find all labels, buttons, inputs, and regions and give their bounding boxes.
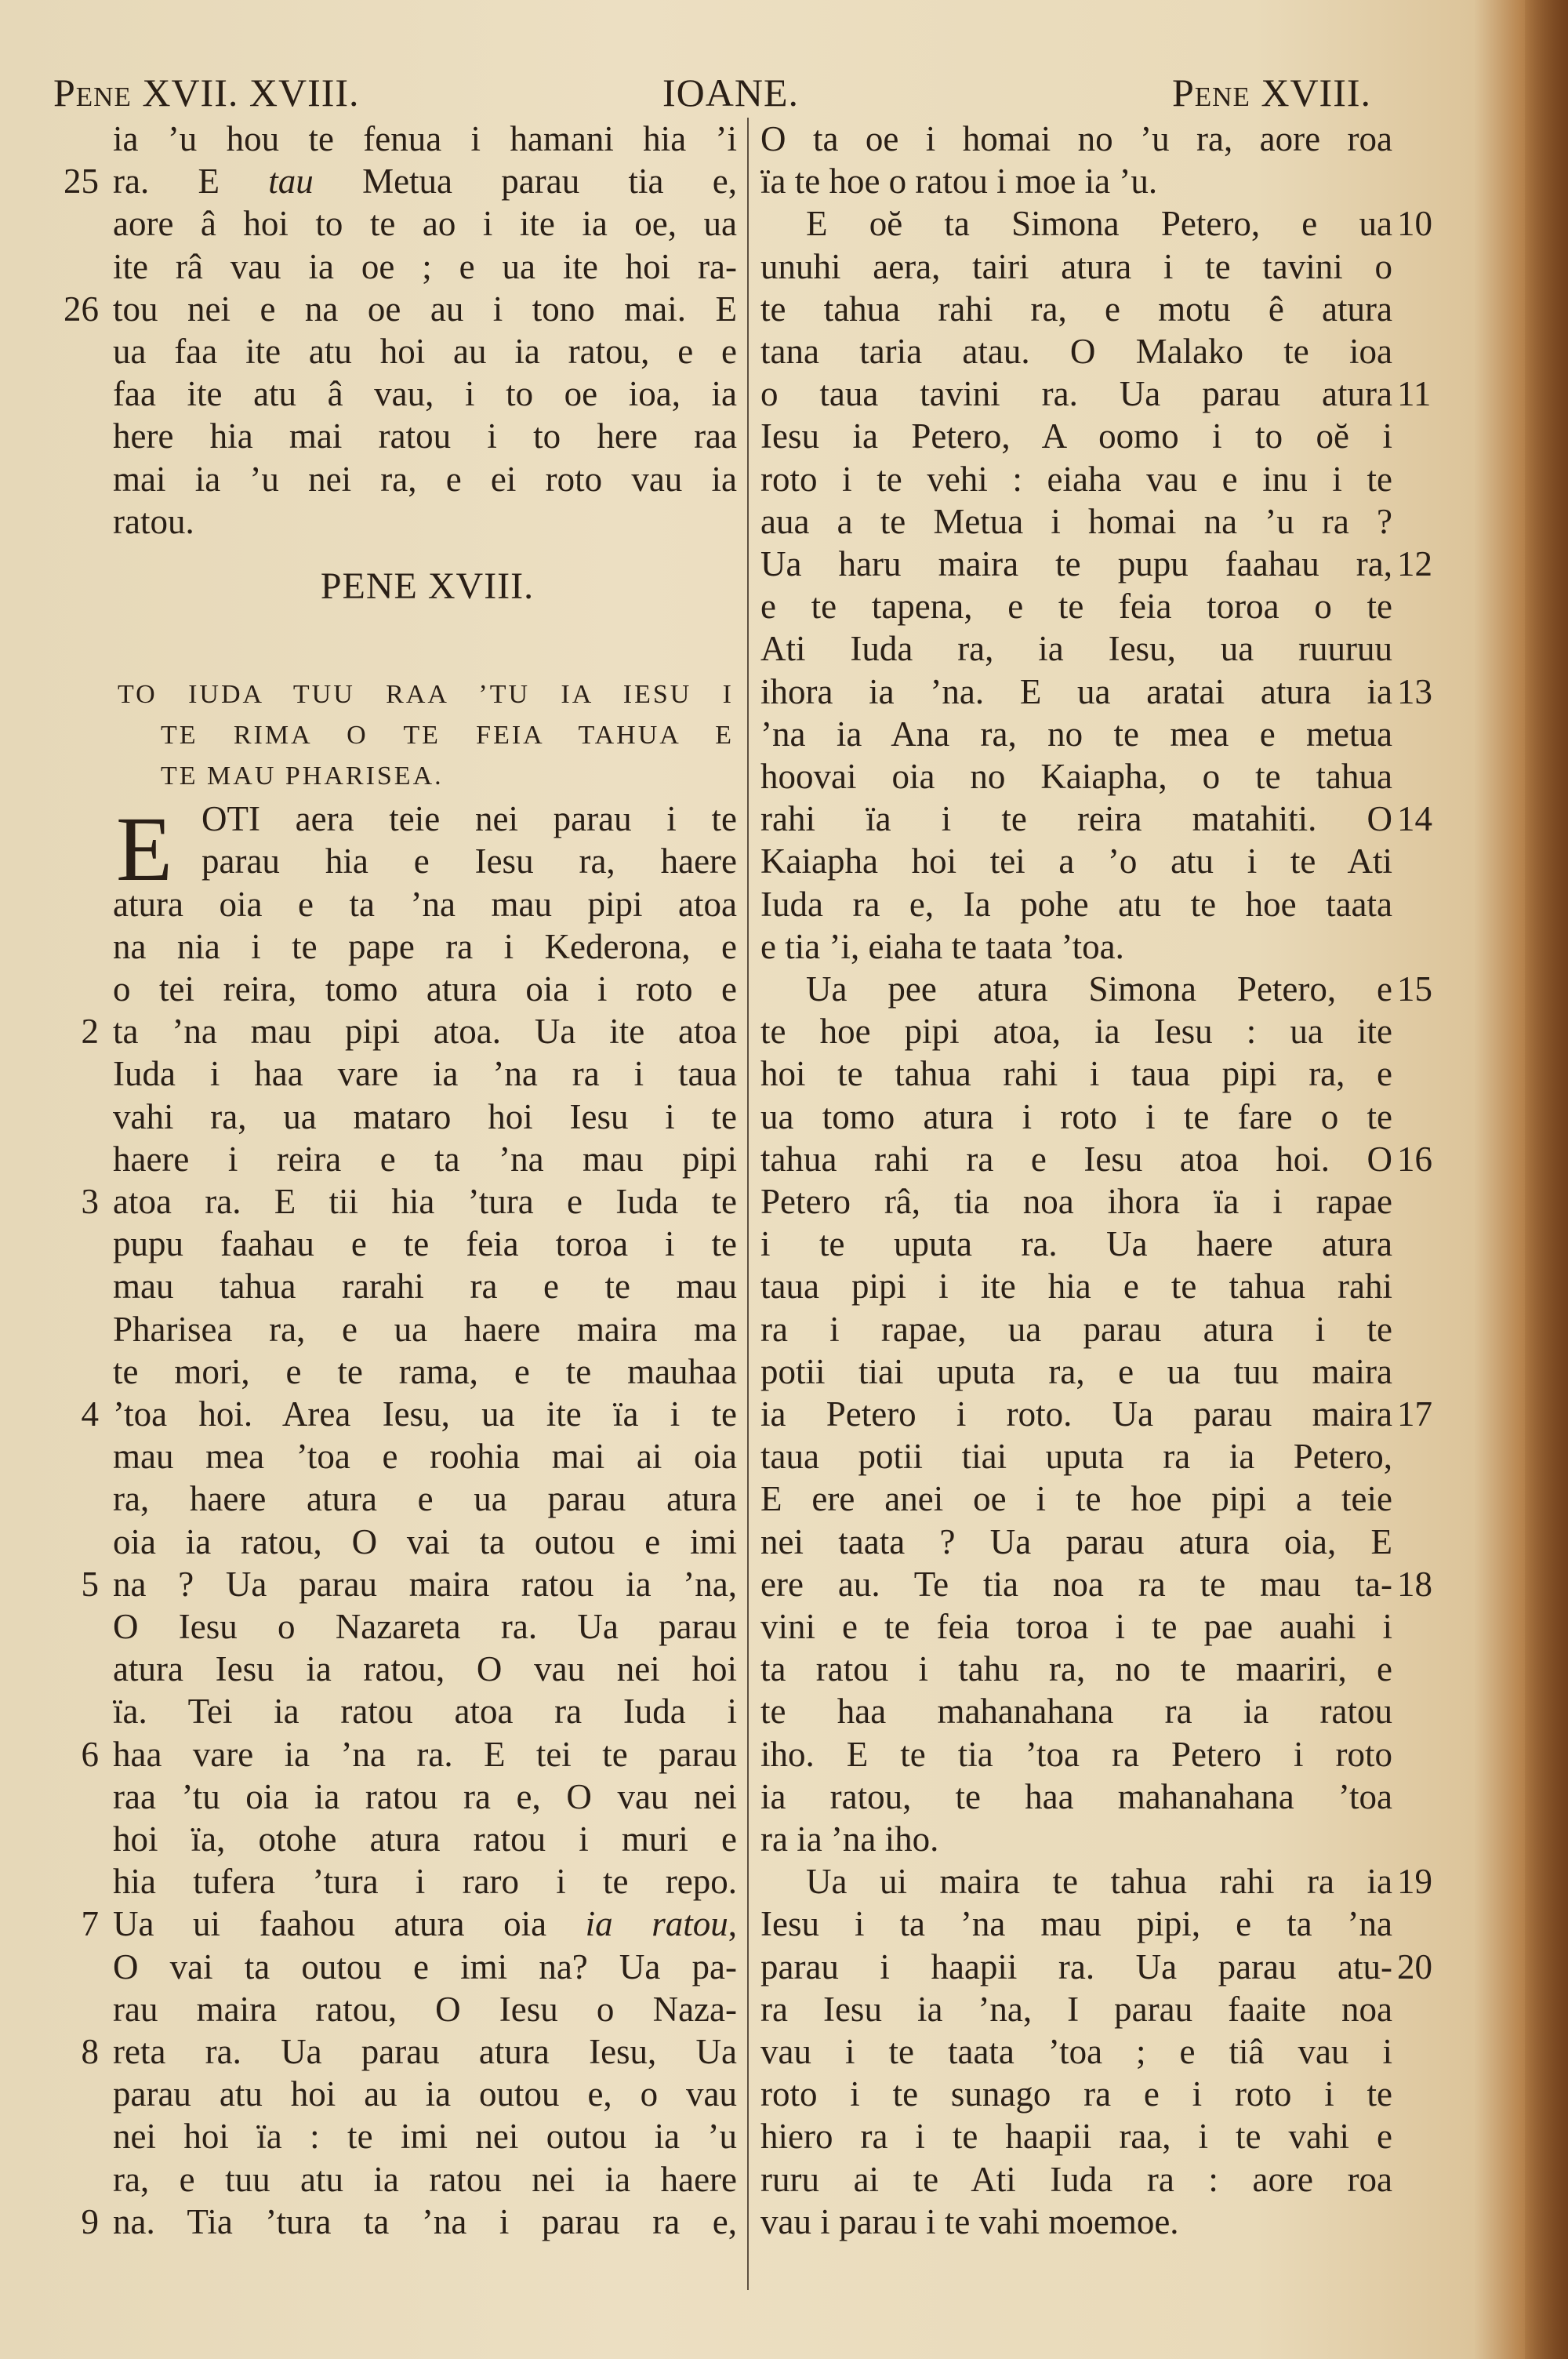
text-line [113,1563,737,1605]
line-text: ite râ vau ia oe ; e ua ite hoi ra- [113,246,737,286]
text-line [760,2158,1392,2201]
text-line [760,840,1392,882]
text-line [760,2030,1392,2073]
line-text: na. Tia ’tura ta ’na i parau ra e, [113,2201,737,2241]
text-line [113,373,737,415]
verse-number: 11 [1397,374,1432,414]
line-text: te tahua rahi ra, e motu ê atura [760,289,1392,329]
line-text: te haa mahanahana ra ia ratou [760,1692,1392,1732]
line-text: tana taria atau. O Malako te ioa [760,332,1392,371]
line-text: O ta oe i homai no ’u ra, aore roa [760,119,1392,158]
text-line [806,968,1392,1010]
line-text: here hia mai ratou i to here raa [113,416,737,456]
line-text: iho. E te tia ’toa ra Petero i roto [760,1734,1392,1774]
line-text: Iesu i ta ’na mau pipi, e ta ’na [760,1904,1392,1944]
text-line [760,1223,1392,1265]
text-line [760,1435,1392,1478]
text-line [760,1521,1392,1563]
text-line [760,245,1392,288]
line-text: Kaiapha hoi tei a ’o atu i te Ati [760,841,1392,881]
text-line [760,755,1392,798]
line-text: aua a te Metua i homai na ’u ra ? [760,501,1392,541]
italic-text: ia ratou [585,1904,728,1944]
text-line [760,1308,1392,1350]
line-text: rahi ïa i te reira matahiti. O [760,799,1392,839]
text-line [760,925,1392,968]
line-text: ia ratou, te haa mahanahana ’toa [760,1776,1392,1816]
verse-number: 25 [64,162,99,202]
line-text: parau atu hoi au ia outou e, o vau [113,2074,737,2114]
line-text: ra, e tuu atu ia ratou nei ia haere [113,2159,737,2199]
line-text: atura oia e ta ’na mau pipi atoa [113,884,737,924]
line-text: mau tahua rarahi ra e te mau [113,1267,737,1307]
line-text: e te tapena, e te feia toroa o te [760,587,1392,627]
text-line [760,671,1392,713]
text-line [113,1818,737,1860]
line-text: ra, haere atura e ua parau atura [113,1479,737,1519]
line-text: ruru ai te Ati Iuda ra : aore roa [760,2159,1392,2199]
line-text: ta ’na mau pipi atoa. Ua ite atoa [113,1012,737,1052]
text-line [760,415,1392,457]
verse-number: 18 [1397,1564,1432,1604]
column-divider [747,118,749,2290]
running-header-right [1172,69,1371,116]
header-left-chapters: XVII. XVIII. [131,71,360,114]
chapter-summary-line: TE RIMA O TE FEIA TAHUA E [161,721,734,750]
line-text: o tei reira, tomo atura oia i roto e [113,969,737,1009]
text-line [760,500,1392,543]
text-line [113,2201,737,2243]
chapter-summary-line: TO IUDA TUU RAA ’TU IA IESU I [118,680,734,709]
verse-number: 16 [1397,1139,1432,1179]
verse-number: 7 [81,1904,99,1944]
line-text: ra i rapae, ua parau atura i te [760,1309,1392,1349]
text-line [760,1265,1392,1307]
line-text: ’toa hoi. Area Iesu, ua ite ïa i te [113,1394,737,1434]
line-text: ia Petero i roto. Ua parau maira [760,1394,1392,1434]
text-line [760,1350,1392,1393]
line-text: Ua ui maira te tahua rahi ra ia [806,1862,1392,1902]
line-text: Iesu ia Petero, A oomo i to oĕ i [760,416,1392,456]
drop-cap: E [116,798,173,900]
next-page-edge [1525,0,1568,2359]
text-line [760,1052,1392,1095]
text-line [760,1818,1392,1860]
text-line [113,1052,737,1095]
line-text: tahua rahi ra e Iesu atoa hoi. O [760,1139,1392,1179]
line-text: , [728,1904,737,1944]
text-line [760,1776,1392,1818]
italic-text: tau [268,162,314,202]
text-line [113,1648,737,1690]
chapter-title: PENE XVIII. [320,565,535,607]
line-text: roto i te sunago ra e i roto i te [760,2074,1392,2114]
line-text: ere au. Te tia noa ra te mau ta- [760,1564,1392,1604]
text-line [760,1903,1392,1945]
line-text: ra. E [113,162,269,202]
line-text: hoovai oia no Kaiapha, o te tahua [760,757,1392,796]
line-text: roto i te vehi : eiaha vau e inu i te [760,459,1392,499]
text-line [113,1478,737,1520]
text-line [113,1903,737,1945]
line-text: te hoe pipi atoa, ia Iesu : ua ite [760,1012,1392,1052]
line-text: ra Iesu ia ’na, I parau faaite noa [760,1989,1392,2029]
line-text: haa vare ia ’na ra. E tei te parau [113,1734,737,1774]
text-line [113,1265,737,1307]
text-line [113,202,737,245]
line-text: potii tiai uputa ra, e ua tuu maira [760,1351,1392,1391]
line-text: E ere anei oe i te hoe pipi a teie [760,1479,1392,1519]
text-line [113,1946,737,1988]
text-line [113,1180,737,1223]
text-line [113,118,737,160]
text-line [113,883,737,925]
text-line [113,1096,737,1138]
line-text: vahi ra, ua mataro hoi Iesu i te [113,1096,737,1136]
text-line [113,2115,737,2157]
verse-number: 4 [81,1394,99,1434]
text-line [760,2201,1392,2243]
line-text: mau mea ’toa e roohia mai ai oia [113,1437,737,1477]
line-text: haere i reira e ta ’na mau pipi [113,1139,737,1179]
text-line [113,2073,737,2115]
line-text: hoi ïa, otohe atura ratou i muri e [113,1819,737,1859]
verse-number: 14 [1397,799,1432,839]
line-text: Ati Iuda ra, ia Iesu, ua ruuruu [760,629,1392,669]
text-line [760,543,1392,585]
line-text: hiero ra i te haapii raa, i te vahi e [760,2117,1392,2157]
text-line [760,1010,1392,1052]
line-text: i te uputa ra. Ua haere atura [760,1224,1392,1264]
text-line [113,1393,737,1435]
line-text: OTI aera teie nei parau i te [201,799,737,839]
text-line [760,330,1392,373]
text-line [113,1350,737,1393]
text-line [760,1180,1392,1223]
text-line [760,1096,1392,1138]
line-text: oia ia ratou, O vai ta outou e imi [113,1521,737,1561]
line-text: na ? Ua parau maira ratou ia ’na, [113,1564,737,1604]
line-text: ratou. [113,501,194,541]
text-line [760,1648,1392,1690]
verse-number: 10 [1397,204,1432,244]
text-line [113,1605,737,1648]
line-text: vau i parau i te vahi moemoe. [760,2201,1179,2241]
text-line [760,883,1392,925]
line-text: vau i te taata ’toa ; e tiâ vau i [760,2032,1392,2071]
text-line [760,1478,1392,1520]
text-line [760,118,1392,160]
text-line [760,1988,1392,2030]
line-text: parau i haapii ra. Ua parau atu- [760,1946,1392,1986]
text-line [113,1690,737,1732]
verse-number: 2 [81,1012,99,1052]
header-right-chapter: XVIII. [1250,71,1372,114]
verse-number: 19 [1397,1862,1432,1902]
line-text: ra ia ’na iho. [760,1819,939,1859]
chapter-summary-line: TE MAU PHARISEA. [161,761,444,791]
line-text: O vai ta outou e imi na? Ua pa- [113,1946,737,1986]
line-text: parau hia e Iesu ra, haere [201,841,737,881]
line-text: ua tomo atura i roto i te fare o te [760,1096,1392,1136]
text-line [113,160,737,202]
text-line [760,1690,1392,1732]
header-right-label: Pene [1172,71,1250,114]
header-left-label: Pene [53,71,132,114]
text-line [113,1988,737,2030]
text-line [113,925,737,968]
text-line [113,245,737,288]
line-text: nei hoi ïa : te imi nei outou ia ’u [113,2117,737,2157]
verse-number: 3 [81,1182,99,1221]
line-text: o taua tavini ra. Ua parau atura [760,374,1392,414]
line-text: O Iesu o Nazareta ra. Ua parau [113,1607,737,1646]
line-text: Iuda i haa vare ia ’na ra i taua [113,1054,737,1094]
text-line [113,1435,737,1478]
text-line [760,798,1392,840]
line-text: ta ratou i tahu ra, no te maariri, e [760,1649,1392,1689]
verse-number: 20 [1397,1946,1432,1986]
verse-number: 26 [64,289,99,329]
line-text: taua potii tiai uputa ra ia Petero, [760,1437,1392,1477]
text-line [113,2158,737,2201]
line-text: Ua ui faahou atura oia [113,1904,586,1944]
line-text: mai ia ’u nei ra, e ei roto vau ia [113,459,737,499]
text-line [113,1860,737,1903]
text-line [201,798,737,840]
text-line [760,1138,1392,1180]
text-line [113,1308,737,1350]
text-line [113,1733,737,1776]
line-text: unuhi aera, tairi atura i te tavini o [760,246,1392,286]
verse-number: 17 [1397,1394,1432,1434]
verse-number: 6 [81,1734,99,1774]
verse-number: 12 [1397,544,1432,583]
line-text: atura Iesu ia ratou, O vau nei hoi [113,1649,737,1689]
line-text: ïa. Tei ia ratou atoa ra Iuda i [113,1692,737,1732]
line-text: E oĕ ta Simona Petero, e ua [806,204,1392,244]
text-line [113,1776,737,1818]
text-line [113,458,737,500]
line-text: Pharisea ra, e ua haere maira ma [113,1309,737,1349]
text-line [113,330,737,373]
text-line [760,1733,1392,1776]
line-text: Iuda ra e, Ia pohe atu te hoe taata [760,884,1392,924]
text-line [760,288,1392,330]
verse-number: 8 [81,2032,99,2071]
text-line [113,1010,737,1052]
text-line [760,373,1392,415]
line-text: Ua haru maira te pupu faahau ra, [760,544,1392,583]
text-line [113,288,737,330]
line-text: Petero râ, tia noa ihora ïa i rapae [760,1182,1392,1221]
text-line [113,2030,737,2073]
line-text: hia tufera ’tura i raro i te repo. [113,1862,737,1902]
running-header-left [53,69,360,116]
text-line [760,713,1392,755]
line-text: vini e te feia toroa i te pae auahi i [760,1607,1392,1646]
line-text: ’na ia Ana ra, no te mea e metua [760,714,1392,754]
line-text: atoa ra. E tii hia ’tura e Iuda te [113,1182,737,1221]
verse-number: 15 [1397,969,1432,1009]
line-text: aore â hoi to te ao i ite ia oe, ua [113,204,737,244]
text-line [113,1223,737,1265]
text-line [806,202,1392,245]
text-line [806,1860,1392,1903]
text-line [201,840,737,882]
line-text: e tia ’i, eiaha te taata ’toa. [760,926,1124,966]
line-text: hoi te tahua rahi i taua pipi ra, e [760,1054,1392,1094]
line-text: Metua parau tia e, [313,162,737,202]
line-text: ihora ia ’na. E ua aratai atura ia [760,671,1392,711]
text-line [760,1393,1392,1435]
text-line [760,1563,1392,1605]
line-text: na nia i te pape ra i Kederona, e [113,926,737,966]
line-text: raa ’tu oia ia ratou ra e, O vau nei [113,1776,737,1816]
text-line [113,415,737,457]
line-text: faa ite atu â vau, i to oe ioa, ia [113,374,737,414]
line-text: te mori, e te rama, e te mauhaa [113,1351,737,1391]
verse-number: 5 [81,1564,99,1604]
line-text: ua faa ite atu hoi au ia ratou, e e [113,332,737,371]
line-text: nei taata ? Ua parau atura oia, E [760,1521,1392,1561]
text-line [760,1946,1392,1988]
line-text: pupu faahau e te feia toroa i te [113,1224,737,1264]
text-line [760,627,1392,670]
text-line [760,1605,1392,1648]
line-text: Ua pee atura Simona Petero, e [806,969,1392,1009]
line-text: rau maira ratou, O Iesu o Naza- [113,1989,737,2029]
text-line [760,585,1392,627]
text-line [760,2115,1392,2157]
verse-number: 9 [81,2201,99,2241]
text-line [760,160,1392,202]
line-text: reta ra. Ua parau atura Iesu, Ua [113,2032,737,2071]
line-text: ia ’u hou te fenua i hamani hia ’i [113,119,737,158]
text-line [760,458,1392,500]
line-text: taua pipi i ite hia e te tahua rahi [760,1267,1392,1307]
text-line [760,2073,1392,2115]
text-line [113,968,737,1010]
text-line [113,500,737,543]
running-header-title: IOANE. [662,71,800,114]
text-line [113,1138,737,1180]
verse-number: 13 [1397,671,1432,711]
line-text: tou nei e na oe au i tono mai. E [113,289,737,329]
line-text: ïa te hoe o ratou i moe ia ’u. [760,162,1158,202]
text-line [113,1521,737,1563]
